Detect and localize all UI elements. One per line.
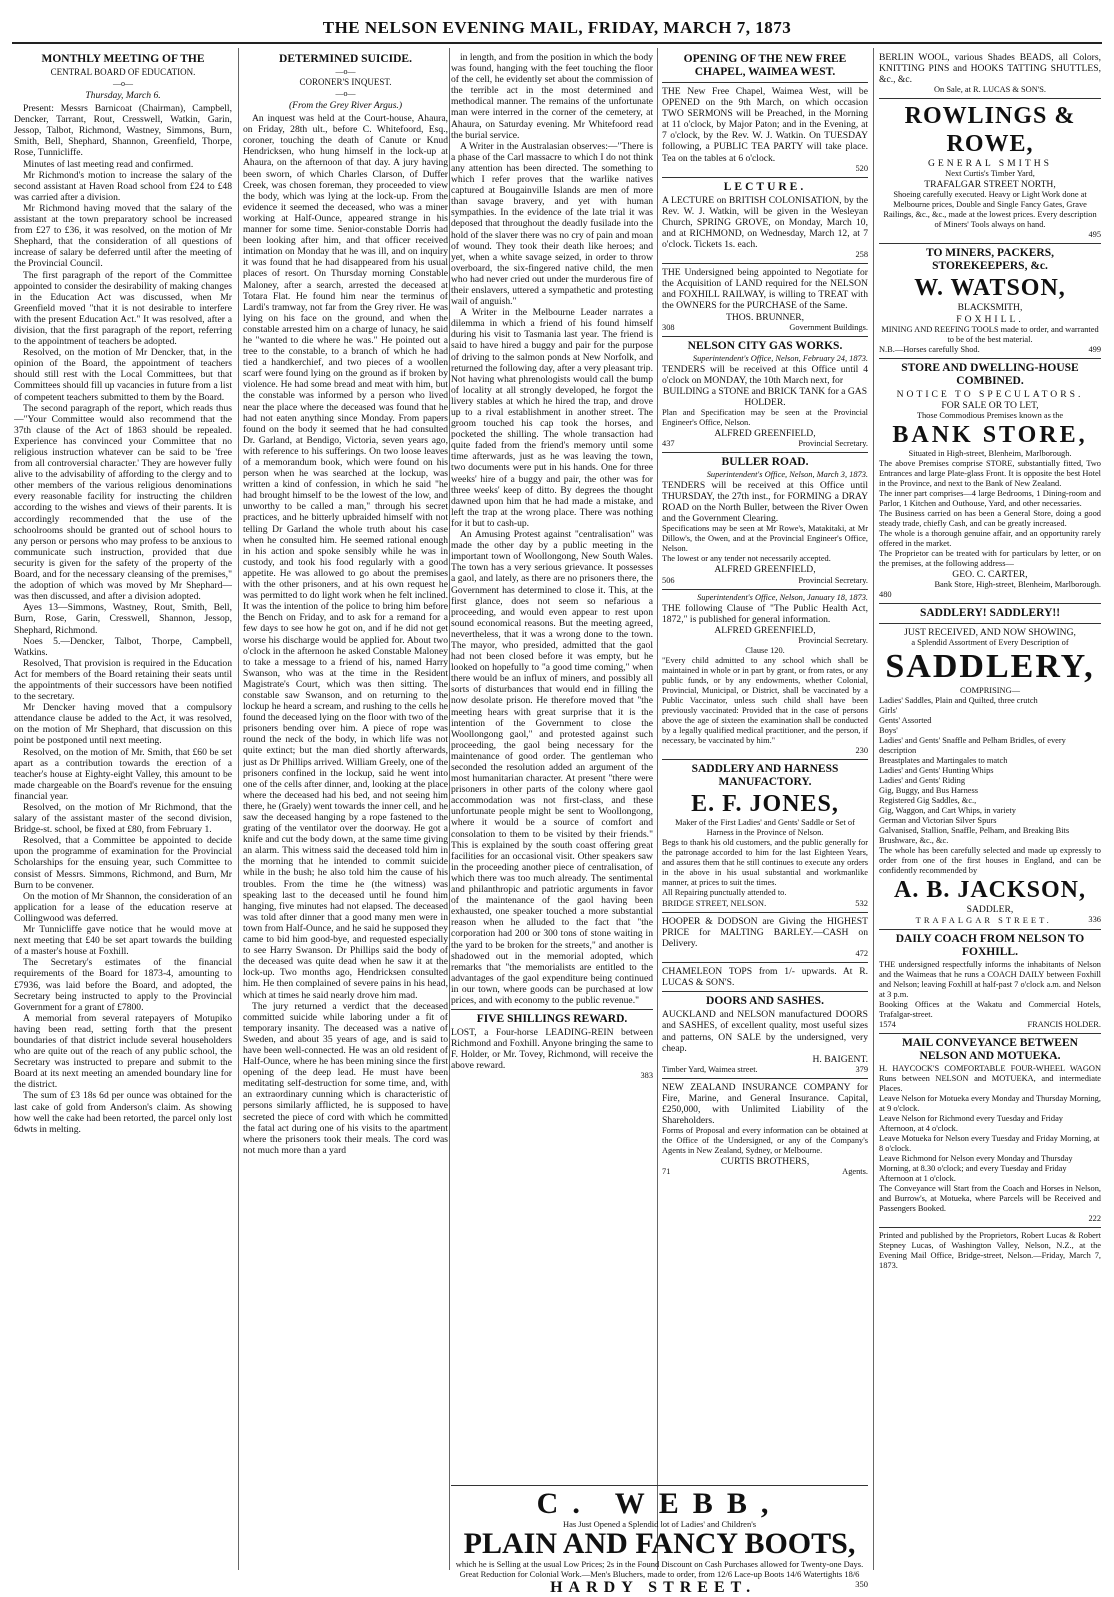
saddlery-address: TRAFALGAR STREET.: [915, 915, 1052, 926]
watson-heading: TO MINERS, PACKERS, STOREKEEPERS, &c.: [925, 247, 1054, 273]
jones-address: BRIDGE STREET, NELSON.: [662, 897, 767, 908]
insurance-role: Agents.: [842, 1167, 868, 1177]
ad-number: 506: [662, 575, 675, 585]
coach-body: THE undersigned respectfully informs the inhabitants of Nelson and the Waimeas that he runs a COACH DAILY between Foxhill and Nelson; leaving Foxhill at half-past 7 o'clock a.m. and Nelson at 3 p.m.: [879, 960, 1101, 1000]
paragraph: Mr Tunnicliffe gave notice that he would move at next meeting that £40 be set apart towards the building of a master's house at Foxhill.: [14, 924, 232, 958]
store-sale: FOR SALE OR TO LET,: [941, 399, 1039, 411]
webb-line2: which he is Selling at the usual Low Prices; 2s in the Found Discount on Cash Purchases allowed for Twenty-one Days.: [455, 1559, 864, 1569]
ad-number: 222: [1088, 1214, 1101, 1224]
rowlings-trade: GENERAL SMITHS: [928, 158, 1052, 170]
paragraph: A Writer in the Melbourne Leader narrates a dilemma in which a friend of his found himself during his visit to Tasmania last year. The friend is said to have hired a buggy and pair for the purpose of driving to the salmon ponds at New Norfolk, and returned the following day, after a very pleasant trip. Not having what phrenologists would call the bump of locality at all strongly developed, he forgot the livery stables at which he hired the trap, and drove up to a rival establishment in another street. The groom touched his cap took the horses, and pocketed the shilling. The whole transaction had quite faded from the friend's memory until some time afterwards, just as he was leaving the town, two documents were put in his hands. One for three weeks' hire of a buggy and pair, the other was for three weeks' keep of ditto. By degrees the thought dawned upon him that he had made a mistake, and left the trap at the wrong place. There was nothing for it but to cash-up.: [451, 307, 653, 529]
watson-body: MINING AND REEFING TOOLS made to order, and warranted to be of the best material.: [881, 324, 1099, 344]
ad-number: 336: [1088, 915, 1101, 925]
buller-office: Superintendent's Office, Nelson, March 3, 1873.: [706, 470, 868, 480]
health-office: Superintendent's Office, Nelson, January 18, 1873.: [697, 592, 868, 602]
gas-office: Superintendent's Office, Nelson, February 24, 1873.: [692, 353, 868, 363]
webb-address: HARDY STREET.: [550, 1579, 757, 1596]
mail-time-item: Leave Richmond for Nelson every Monday and Thursday Morning, at 8.30 o'clock; and every Tuesday and Friday Afternoon at 1 o'clock.: [879, 1154, 1073, 1184]
column-notices: [662, 52, 868, 1480]
watson-trade: BLACKSMITH,: [957, 302, 1023, 314]
paragraph: The second paragraph of the report, which reads thus—"Your Committee would also recommend that the 37th clause of the Act of 1863 should be repealed. Experience has convinced your Committee that no religious instruction whatever can be said to be 'free from all controversial character.' They are however fully alive to the advisability of affording to the clergy and to other members of the various religious denominations every reasonable facility for instructing the children according to the wishes and views of their parents. It is accordingly recommended that the use of the schoolrooms should be granted out of school hours to any person or persons who may profess to be anxious to communicate such instruction, provided that due security is given for the safety of the property of the Board, and for the necessary cleansing of the premises," the adoption of which was moved by Mr Shephard—was then discussed, and after a division adopted.: [14, 402, 232, 603]
article-heading: DETERMINED SUICIDE.: [279, 53, 412, 65]
ad-number: 472: [855, 949, 868, 959]
ad-number: 437: [662, 439, 675, 449]
chapel-heading: OPENING OF THE NEW FREE CHAPEL, WAIMEA WEST.: [683, 53, 847, 78]
ad-number: 480: [879, 589, 892, 599]
saddlery-item: Ladies' and Gents' Snaffle and Pelham Bridles, of every description: [879, 736, 1066, 756]
column-adverts: [879, 52, 1101, 1570]
article-body: [243, 113, 448, 1156]
divider: [451, 1009, 653, 1010]
paragraph: Resolved, That provision is required in the Education Act for members of the Board retaining their seats until the appointments of their successors have been notified to the secretary.: [14, 657, 232, 703]
doors-heading: DOORS AND SASHES.: [706, 995, 824, 1008]
hooper-body: HOOPER & DODSON are Giving the HIGHEST PRICE for MALTING BARLEY.—CASH on Delivery.: [662, 915, 868, 950]
store-body2: The above Premises comprise STORE, substantially fitted, Two Entrances and large Plate-glass Front. It is opposite the best Hotel in the Province, and next to the Bank of New Zealand.: [879, 458, 1101, 488]
store-signature: GEO. C. CARTER,: [952, 568, 1028, 580]
paragraph: Mr Dencker having moved that a compulsory attendance clause be added to the Act, it was resolved, on the motion of Mr Shephard, that discussion on this point be postponed until next meeting.: [14, 702, 232, 747]
doors-signature: H. BAIGENT.: [812, 1053, 868, 1065]
ad-number: 532: [855, 897, 868, 908]
ad-number: 258: [855, 250, 868, 260]
saddlery-role: SADDLER,: [966, 904, 1014, 916]
paragraph: Minutes of last meeting read and confirmed.: [23, 158, 194, 170]
ad-number: 308: [662, 322, 675, 332]
jones-body2: Begs to thank his old customers, and the public generally for the patronage accorded to him for the last Eighteen Years, and assures them that he still continues to execute any orders in the above in his usual substantial and workmanlike manner, at prices to suit the times.: [662, 837, 868, 887]
webb-line3: Great Reduction for Colonial Work.—Men's Bluchers, made to order, from 12/6 Lace-up Boots 14/6 Watertights 18/6: [459, 1569, 860, 1579]
webb-line1: Has Just Opened a Splendid lot of Ladies' and Children's: [562, 1519, 757, 1529]
article-subheading: CORONER'S INQUEST.: [299, 77, 392, 87]
ornament: —o—: [335, 89, 356, 98]
store-location: Situated in High-street, Blenheim, Marlborough.: [908, 448, 1072, 458]
paragraph: Ayes 13—Simmons, Wastney, Rout, Smith, Bell, Burn, Rose, Garin, Cresswell, Shannon, Jessop, Shephard, Richmond.: [14, 602, 232, 636]
jones-body: Maker of the First Ladies' and Gents' Saddle or Set of Harness in the Province of Nelson.: [675, 817, 855, 837]
insurance-body: NEW ZEALAND INSURANCE COMPANY for Fire, Marine, and General Insurance. Capital, £250,000, with Unlimited Liability of the Shareholders.: [662, 1081, 868, 1127]
lecture-body: A LECTURE on BRITISH COLONISATION, by the Rev. W. J. Watkin, will be given in the Wesleyan Church, SPRING GROVE, on Monday, March 10, and at RICHMOND, on Wednesday, March 12, at 7 o'clock. Tickets 1s. each.: [662, 194, 868, 251]
mail-time-item: Leave Nelson for Richmond every Tuesday and Friday Afternoon, at 4 o'clock.: [879, 1114, 1063, 1134]
saddlery-item: Ladies' and Gents' Riding: [879, 776, 966, 786]
webb-title: PLAIN AND FANCY BOOTS,: [463, 1527, 856, 1560]
lucas-body: BERLIN WOOL, various Shades BEADS, all Colors, KNITTING PINS and HOOKS TATTING SHUTTLES, &c., &c.: [879, 52, 1101, 86]
column-divider: [657, 48, 658, 1570]
mail-body: H. HAYCOCK'S COMFORTABLE FOUR-WHEEL WAGON Runs between NELSON and MOTUEKA, and intermediate Places.: [879, 1064, 1101, 1094]
paragraph: An Amusing Protest against "centralisation" was made the other day by a public meeting in the important town of Woollongong, New South Wales. The town has a very serious grievance. It possesses a gaol, and lately, as there are no prisoners there, the Government has determined to close it. This, at the first glance, does not seem so nefarious a proceeding, and would even appear to rest upon sound economical reasons. But the meeting agreed, nevertheless, that it was a wrong done to the town. The mayor, who presided, admitted that the gaol had not been closed before it was empty, but he looked on hopefully to "a good time coming," when there would be an influx of miners, and possibly all sorts of disturbances that would end in filling the now desolate prison. He therefore moved that "the meeting hears with great surprise that it is the intention of the Government to close the Woollongong gaol," and protested against such proceeding, the gaol being necessary for the maintenance of good order. The gentleman who seconded the resolution added an argument of the most humanitarian character. At present "there were prisoners in other parts of the colony where gaol accommodation was not first-class, and these unfortunate people might be sent to Woollongong, where it would be a source of comfort and consolation to them to be visited by their friends." This is explained by the south coast offering great facilities for an occasional visit. Other speakers saw in the proceeding another piece of centralisation, of which there was too much already. The sentimental and philanthropic and patriotic arguments in favor of the maintenance of the gaol having been exhausted, one speaker touched a more substantial reason when he alluded to the fact that "the corporation had 200 or 300 tons of stone waiting in the yard to be broken for the streets," and another is shadowed out in the memorial adopted, which remarks that "the memorialists are entitled to the advantages of the gaol expenditure being continued in our town, where goods can be purchased at low prices, and with economy to the public revenue.": [451, 529, 653, 1006]
paragraph: On the motion of Mr Shannon, the consideration of an application for a lease of the education reserve at Collingwood was deferred.: [14, 890, 232, 924]
saddlery-item: Brushware, &c., &c.: [879, 836, 949, 846]
ad-number: 71: [662, 1167, 671, 1177]
paragraph: A Writer in the Australasian observes:—"There is a phase of the Carl massacre to which I do not think any attention has been directed. The something to which I refer proves that the warlike natives captured at Bougainville Islands are men of more than savage bravery, and yet with human sympathies. In the evidence of the late trial it was deposed that throughout the deadly fusilade into the hold of the slaver there was no cry of pain and moan of wound. They took their death like heroes; and yet, when a white savage seized, in order to throw overboard, the six-fingered native child, the men who had never cried out under the murderous fire of their enslavers, uttered a sympathetic and protesting wail of anguish.": [451, 140, 653, 308]
health-quote: "Every child admitted to any school which shall be maintained in whole or in part by grant, or from rates, or any public funds, or by any endowments, whether Colonial, Provincial, Municipal, or District, shall be vaccinated by a Public Vaccinator, unless such child shall have been previously vaccinated: Provided that in the case of persons above the age of sixteen the examination shall be conducted by a legally qualified medical practitioner, and the person, if necessary, be vaccinated by him.": [662, 655, 868, 745]
paragraph: Mr Richmond having moved that the salary of the assistant at the town preparatory school be increased from £27 to £36, it was resolved, on the motion of Mr Shephard, that the consideration of all questions of increase of salary be deferred until after the meeting of the Provincial Council.: [14, 202, 232, 270]
article-body: [451, 52, 653, 1006]
mail-timetable: [879, 1094, 1101, 1184]
ad-number: 499: [1088, 344, 1101, 354]
paragraph: Present: Messrs Barnicoat (Chairman), Campbell, Dencker, Tarrant, Rout, Cresswell, Watkin, Garin, Jessop, Talbot, Richmond, Wastney, Simmons, Burn, Smith, Bell, Shephard, Shannon, Greenfield, Thorpe, Rose, Tunnicliffe.: [14, 103, 232, 159]
column-divider: [238, 48, 239, 1570]
gas-signature: ALFRED GREENFIELD,: [714, 427, 816, 439]
paragraph: The first paragraph of the report of the Committee appointed to consider the desirability of making changes in the Education Act was discussed, when Mr Greenfield moved "that it is not desirable to interfere with the present Education Act." It was resolved, after a division, that the first paragraph of the report, referring to the appointment of teachers be adopted.: [14, 269, 232, 348]
health-body: THE following Clause of "The Public Health Act, 1872," is published for general information.: [662, 602, 868, 625]
mail-time-item: Leave Nelson for Motueka every Monday and Thursday Morning, at 9 o'clock.: [879, 1094, 1101, 1114]
paragraph: An inquest was held at the Court-house, Ahaura, on Friday, 28th ult., before C. Whitefoord, Esq., coroner, touching the death of Canute or Knud Hendricksen, who hung himself in the lock-up at Ahaura, on the afternoon of that day. A jury having been sworn, of which Charles Clarson, of Duffer Creek, was chosen foreman, they proceeded to view the body, which was lying at the lock-up. From the evidence it seemed the deceased, who was a miner working at Half-Ounce, appeared strange in his manner for some time. Senior-constable Dorris had been looking after him, and that officer received intimation on Monday that he was ill, and on inquiry it was found that he had disappeared from his usual places of resort. On Thursday morning Constable Maloney, after a search, arrested the deceased at Totara Flat. He found him near the terminus of Lardi's tramway, not far from the Grey river. He was lying on his face on the ground, and when the constable arrested him on a charge of lunacy, he said he "wanted to die where he was." He pointed out a tree to the constable, to a branch of which he had tied a handkerchief, and two pieces of a woollen scarf were found lying on the ground as if broken by violence. He had some bread and meat with him, but the constable was informed by a person who lived near the place where the deceased was found that he had not eaten anything since Monday. From papers found on the body it seemed that he had consulted Dr. Garland, at Bendigo, Victoria, seven years ago, with reference to his sufferings. On two loose leaves of a memorandum book, which were found on his person when he was searched at the lockup, was written a kind of confession, in which he said "he had brought himself to be the lowest of the low, and unworthy to be called a man," through his secret practices, and he bitterly upbraided himself with not telling Dr Garland the whole truth about his case when he consulted him. He seemed rational enough in his action and spoke sensibly while he was in custody, and took his food regularly with a good appetite. He was allowed to go about the premises with the other prisoners, and at his own request he was permitted to do light work when he felt inclined. It was the intention of the police to bring him before the Bench on Friday, and to ask for a remand for a few days to see how he got on, and if he did not get worse his discharge would be applied for. About two o'clock in the afternoon he asked Constable Maloney to take a message to a friend of his, named Harry Swanson, who was at the time in the Resident Magistrate's Court, which was then sitting. The constable saw Swanson, and on returning to the lockup he heard a scream, and rushing to the cells he found the deceased lying on the floor with two of the prisoners bending over him. A piece of rope was round the neck of the body, in which life was not quite extinct; but the man died shortly afterwards, just as Dr Phillips arrived. William Greely, one of the prisoners confined in the lockup, said he went into one of the cells after dinner, and, looking at the place where the deceased had his bed, and not seeing him there, he (Graely) went towards the inner cell, and he saw the deceased hanging by a rope fastened to the grating of the ventilator over the doorway. He got a knife and cut the body down, at the same time giving an alarm. This witness said the deceased told him in the morning that he intended to commit suicide while in the bush; he also told him the cause of his troubles. From the time he (the witness) was speaking last to the deceased until he found him hanging, five minutes had not elapsed. The deceased was told after dinner that a good many men were in town from Half-Ounce, and he said he supposed they came to bid him good-bye, and requested especially to see Harry Swanson. Dr Phillips said the body of the deceased was quite dead when he saw it at the lock-up. Two months ago, Hendricksen consulted him. He then complained of severe pains in his head, which at times he said nearly drove him mad.: [243, 113, 448, 1001]
column-divider: [449, 48, 450, 1570]
saddlery-comprising: COMPRISING—: [959, 686, 1021, 696]
lecture-heading: LECTURE.: [723, 180, 807, 193]
saddlery-item: Gig, Buggy, and Bus Harness: [879, 786, 979, 796]
saddlery-sub2: a Splendid Assortment of Every Description of: [911, 638, 1069, 648]
article-body: [14, 103, 232, 1135]
saddlery-item: Galvanised, Stallion, Snaffle, Pelham, and Breaking Bits: [879, 826, 1070, 836]
rowlings-body: Shoeing carefully executed. Heavy or Light Work done at Melbourne prices, Double and Single Fancy Gates, Grave Railings, &c., &c., made at the lowest prices. Every description of Miners' Tools always on hand.: [883, 190, 1097, 230]
chameleon-body: CHAMELEON TOPS from 1/- upwards. At R. LUCAS & SON'S.: [662, 966, 868, 989]
article-subheading: CENTRAL BOARD OF EDUCATION.: [50, 67, 196, 77]
gas-item: BUILDING a STONE and BRICK TANK for a GAS HOLDER.: [662, 385, 868, 408]
store-body3: The inner part comprises—4 large Bedrooms, 1 Dining-room and Parlor, 1 Kitchen and Outhouse, Yard, and other necessaries.: [879, 488, 1101, 508]
store-body4: The Business carried on has been a General Store, doing a good steady trade, chiefly Cash, and can be greatly increased.: [879, 508, 1101, 528]
store-body6: The Proprietor can be treated with for particulars by letter, or on the premises, at the following address—: [879, 548, 1101, 568]
jones-body3: All Repairing punctually attended to.: [662, 887, 787, 897]
buller-body: TENDERS will be received at this Office until THURSDAY, the 27th inst., for FORMING a DRAY ROAD on the North Buller, between the River Owen and the Government Clearing.: [662, 480, 868, 525]
watson-location: FOXHILL.: [956, 313, 1024, 325]
buller-heading: BULLER ROAD.: [721, 456, 809, 469]
insurance-body2: Forms of Proposal and every information can be obtained at the Office of the Undersigned, or any of the Company's Agents in New Zealand, Sydney, or Melbourne.: [662, 1126, 868, 1156]
paragraph: The sum of £3 18s 6d per ounce was obtained for the last cake of gold from Anderson's claim. As showing how well the cake had been retorted, the parcel only lost 6dwts in melting.: [14, 1090, 232, 1135]
chapel-body: THE New Free Chapel, Waimea West, will be OPENED on the 9th March, on which occasion TWO SERMONS will be Preached, in the Morning at 11 o'clock, by Major Paton; and in the Evening, at 7 o'clock, by the Rev. W. J. Watkin. On TUESDAY following, a PUBLIC TEA PARTY will take place. Tea on the tables at 6 o'clock.: [662, 86, 868, 164]
ornament: —o—: [335, 67, 356, 76]
paragraph: The Secretary's estimates of the financial requirements of the Board for 1873-4, amounting to £7936, was laid before the Board, and adopted, the Secretary being instructed to apply to the Provincial Government for a grant of £7800.: [14, 957, 232, 1013]
store-body: Those Commodious Premises known as the: [916, 410, 1064, 420]
watson-name: W. WATSON,: [914, 275, 1066, 302]
railway-role: Government Buildings.: [789, 322, 868, 332]
saddlery-signature: A. B. JACKSON,: [893, 877, 1087, 904]
saddlery-name: SADDLERY,: [885, 648, 1095, 686]
railway-signature: THOS. BRUNNER,: [725, 311, 805, 323]
store-body5: The whole is a thorough genuine affair, and an opportunity rarely offered in the market.: [879, 528, 1101, 548]
paragraph: Resolved, on the motion of Mr Richmond, that the salary of the assistant master of the second division, Bridge-st. school, be fixed at £80, from February 1.: [14, 802, 232, 836]
buller-body2: Specifications may be seen at Mr Rowe's, Matakitaki, at Mr Dillow's, the Owen, and at the Provincial Engineer's Office, Nelson.: [662, 524, 868, 554]
mail-heading: MAIL CONVEYANCE BETWEEN NELSON AND MOTUEKA.: [902, 1037, 1078, 1063]
coach-signature: FRANCIS HOLDER.: [1027, 1020, 1101, 1030]
railway-body: THE Undersigned being appointed to Negotiate for the Acquisition of LAND required for the NELSON and FOXHILL RAILWAY, is willing to TREAT with the OWNERS for the PURCHASE of the Same.: [662, 267, 868, 312]
paragraph: Noes 5.—Dencker, Talbot, Thorpe, Campbell, Watkins.: [14, 635, 232, 658]
ad-number: 230: [855, 745, 868, 755]
health-signature: ALFRED GREENFIELD,: [714, 624, 816, 636]
buller-role: Provincial Secretary.: [798, 575, 868, 585]
mail-time-item: Leave Motueka for Nelson every Tuesday and Friday Morning, at 8 o'clock.: [879, 1134, 1100, 1154]
doors-address: Timber Yard, Waimea street.: [662, 1064, 758, 1074]
column-continued-articles: [451, 52, 653, 1480]
reward-body: LOST, a Four-horse LEADING-REIN between Richmond and Foxhill. Anyone bringing the same to F. Holder, or Mr. Tovey, Richmond, will receive the above reward.: [451, 1027, 653, 1072]
coach-body2: Booking Offices at the Wakatu and Commercial Hotels, Trafalgar-street.: [879, 1000, 1101, 1020]
paragraph: Resolved, on the motion of Mr Dencker, that, in the opinion of the Board, the appointment of teachers should still rest with the Local Committees, but that Committees should fill up vacancies in future from a list of competent teachers submitted to them by the Board.: [14, 347, 232, 403]
webb-boots-advert: [451, 1482, 868, 1596]
saddlery-item: Registered Gig Saddles, &c.,: [879, 796, 977, 806]
gas-body: TENDERS will be received at this Office until 4 o'clock on MONDAY, the 10th March next, for: [662, 363, 868, 386]
webb-name: C. WEBB,: [536, 1487, 783, 1520]
article-date: Thursday, March 6.: [85, 90, 161, 101]
reward-heading: FIVE SHILLINGS REWARD.: [476, 1013, 628, 1026]
rowlings-location: Next Curtis's Timber Yard,: [945, 169, 1035, 179]
paragraph: Mr Richmond's motion to increase the salary of the second assistant at Haven Road school from £24 to £48 was carried after a division.: [14, 169, 232, 203]
column-suicide-article: [243, 52, 448, 1570]
masthead-rule: [12, 42, 1102, 44]
article-source: (From the Grey River Argus.): [288, 100, 403, 111]
paragraph: A memorial from several ratepayers of Motupiko having been read, setting forth that the present boundaries of that district include several householders who are quite out of the reach of any public school, the Secretary was instructed to prepare and submit to the Board at its next meeting an amended boundary line for the district.: [14, 1012, 232, 1091]
health-clause: Clause 120.: [745, 645, 785, 655]
ad-number: 383: [640, 1071, 653, 1081]
coach-heading: DAILY COACH FROM NELSON TO FOXHILL.: [895, 933, 1085, 959]
ad-number: 350: [855, 1579, 868, 1589]
rowlings-street: TRAFALGAR STREET NORTH,: [924, 179, 1056, 191]
saddlery-item: Gig, Waggon, and Cart Whips, in variety: [879, 806, 1016, 816]
doors-body: AUCKLAND and NELSON manufactured DOORS and SASHES, of excellent quality, most useful sizes and patterns, ON SALE by the undersigned, very cheap.: [662, 1009, 868, 1054]
paragraph: The jury returned a verdict that the deceased committed suicide while laboring under a fit of temporary insanity. The deceased was a native of Sweden, and about 35 years of age, and is said to have been well-connected. He was an old resident of Half-Ounce, where he has been mining since the first opening of the deep lead. He must have been meditating self-destruction for some time, and, with an extraordinary cunning which is characteristic of persons similarly afflicted, he is supposed to have secreted the piece of cord with which he committed the fatal act during one of his visits to the apartment where the prisoners took their meals. The cord was not much more than a yard: [243, 1000, 448, 1156]
gas-role: Provincial Secretary.: [798, 439, 868, 449]
lucas-foot: On Sale, at R. LUCAS & SON'S.: [933, 85, 1047, 95]
insurance-signature: CURTIS BROTHERS,: [720, 1156, 810, 1168]
store-address: Bank Store, High-street, Blenheim, Marlborough.: [934, 579, 1101, 589]
masthead: THE NELSON EVENING MAIL, FRIDAY, MARCH 7, 1873: [322, 18, 792, 37]
saddlery-heading: SADDLERY! SADDLERY!!: [919, 606, 1061, 619]
store-name: BANK STORE,: [892, 421, 1088, 448]
ad-number: 495: [1088, 230, 1101, 240]
gas-body2: Plan and Specification may be seen at the Provincial Engineer's Office, Nelson.: [662, 407, 868, 427]
ad-number: 520: [855, 163, 868, 173]
health-role: Provincial Secretary.: [798, 635, 868, 645]
watson-note: N.B.—Horses carefully Shod.: [879, 344, 980, 354]
column-education-board: [14, 52, 232, 1570]
jones-heading: SADDLERY AND HARNESS MANUFACTORY.: [691, 762, 839, 788]
saddlery-item-list: [879, 696, 1101, 846]
buller-body3: The lowest or any tender not necessarily accepted.: [662, 554, 831, 564]
ad-number: 379: [855, 1064, 868, 1074]
ornament: —o—: [113, 79, 133, 88]
saddlery-body: The whole has been carefully selected and made up expressly to order from one of the first houses in England, and can be confidently recommended by: [879, 846, 1101, 876]
rowlings-name: ROWLINGS & ROWE,: [904, 103, 1076, 158]
saddlery-sub: JUST RECEIVED, AND NOW SHOWING,: [904, 626, 1076, 638]
saddlery-item: Boys': [879, 726, 898, 736]
imprint: Printed and published by the Proprietors, Robert Lucas & Robert Stepney Lucas, of Washington Valley, Nelson, N.Z., at the Evening Mail Office, Bridge-street, Nelson.—Friday, March 7, 1873.: [879, 1231, 1101, 1271]
column-divider: [873, 48, 874, 1570]
saddlery-item: Gents' Assorted: [879, 716, 932, 726]
ad-number: 1574: [879, 1020, 896, 1030]
paragraph: Resolved, on the motion of Mr. Smith, that £60 be set apart as a contribution towards the erection of a teacher's house at Eighty-eight Valley, this amount to be made chargeable on the Board's revenue for the ensuing financial year.: [14, 746, 232, 802]
jones-name: E. F. JONES,: [691, 790, 839, 817]
gas-heading: NELSON CITY GAS WORKS.: [687, 339, 843, 352]
paragraph: Resolved, that a Committee be appointed to decide upon the programme of examination for the Provincial Scholarships for the ensuing year, such Committee to consist of Messrs. Simmons, Richmond, and Burn, Mr Burn to be convener.: [14, 835, 232, 891]
article-heading: MONTHLY MEETING OF THE: [41, 53, 205, 65]
saddlery-item: Ladies' Saddles, Plain and Quilted, three crutch: [879, 696, 1038, 706]
saddlery-item: Ladies' and Gents' Hunting Whips: [879, 766, 994, 776]
buller-signature: ALFRED GREENFIELD,: [714, 564, 816, 576]
saddlery-item: Girls': [879, 706, 898, 716]
mail-body2: The Conveyance will Start from the Coach and Horses in Nelson, and Burrow's, at Motueka, where Parcels will be Received and Passengers Booked.: [879, 1184, 1101, 1214]
saddlery-item: German and Victorian Silver Spurs: [879, 816, 997, 826]
store-notice: NOTICE TO SPECULATORS.: [896, 388, 1084, 400]
paragraph: in length, and from the position in which the body was found, hanging with the feet touching the floor of the cell, he evidently set about the commission of the terrible act in the most determined and methodical manner. The remains of the unfortunate man were interred in the corner of the cemetery, at Ahaura, on Saturday evening. Mr Whitefoord read the burial service.: [451, 52, 653, 141]
store-heading: STORE AND DWELLING-HOUSE COMBINED.: [901, 361, 1079, 387]
saddlery-item: Breastplates and Martingales to match: [879, 756, 1008, 766]
